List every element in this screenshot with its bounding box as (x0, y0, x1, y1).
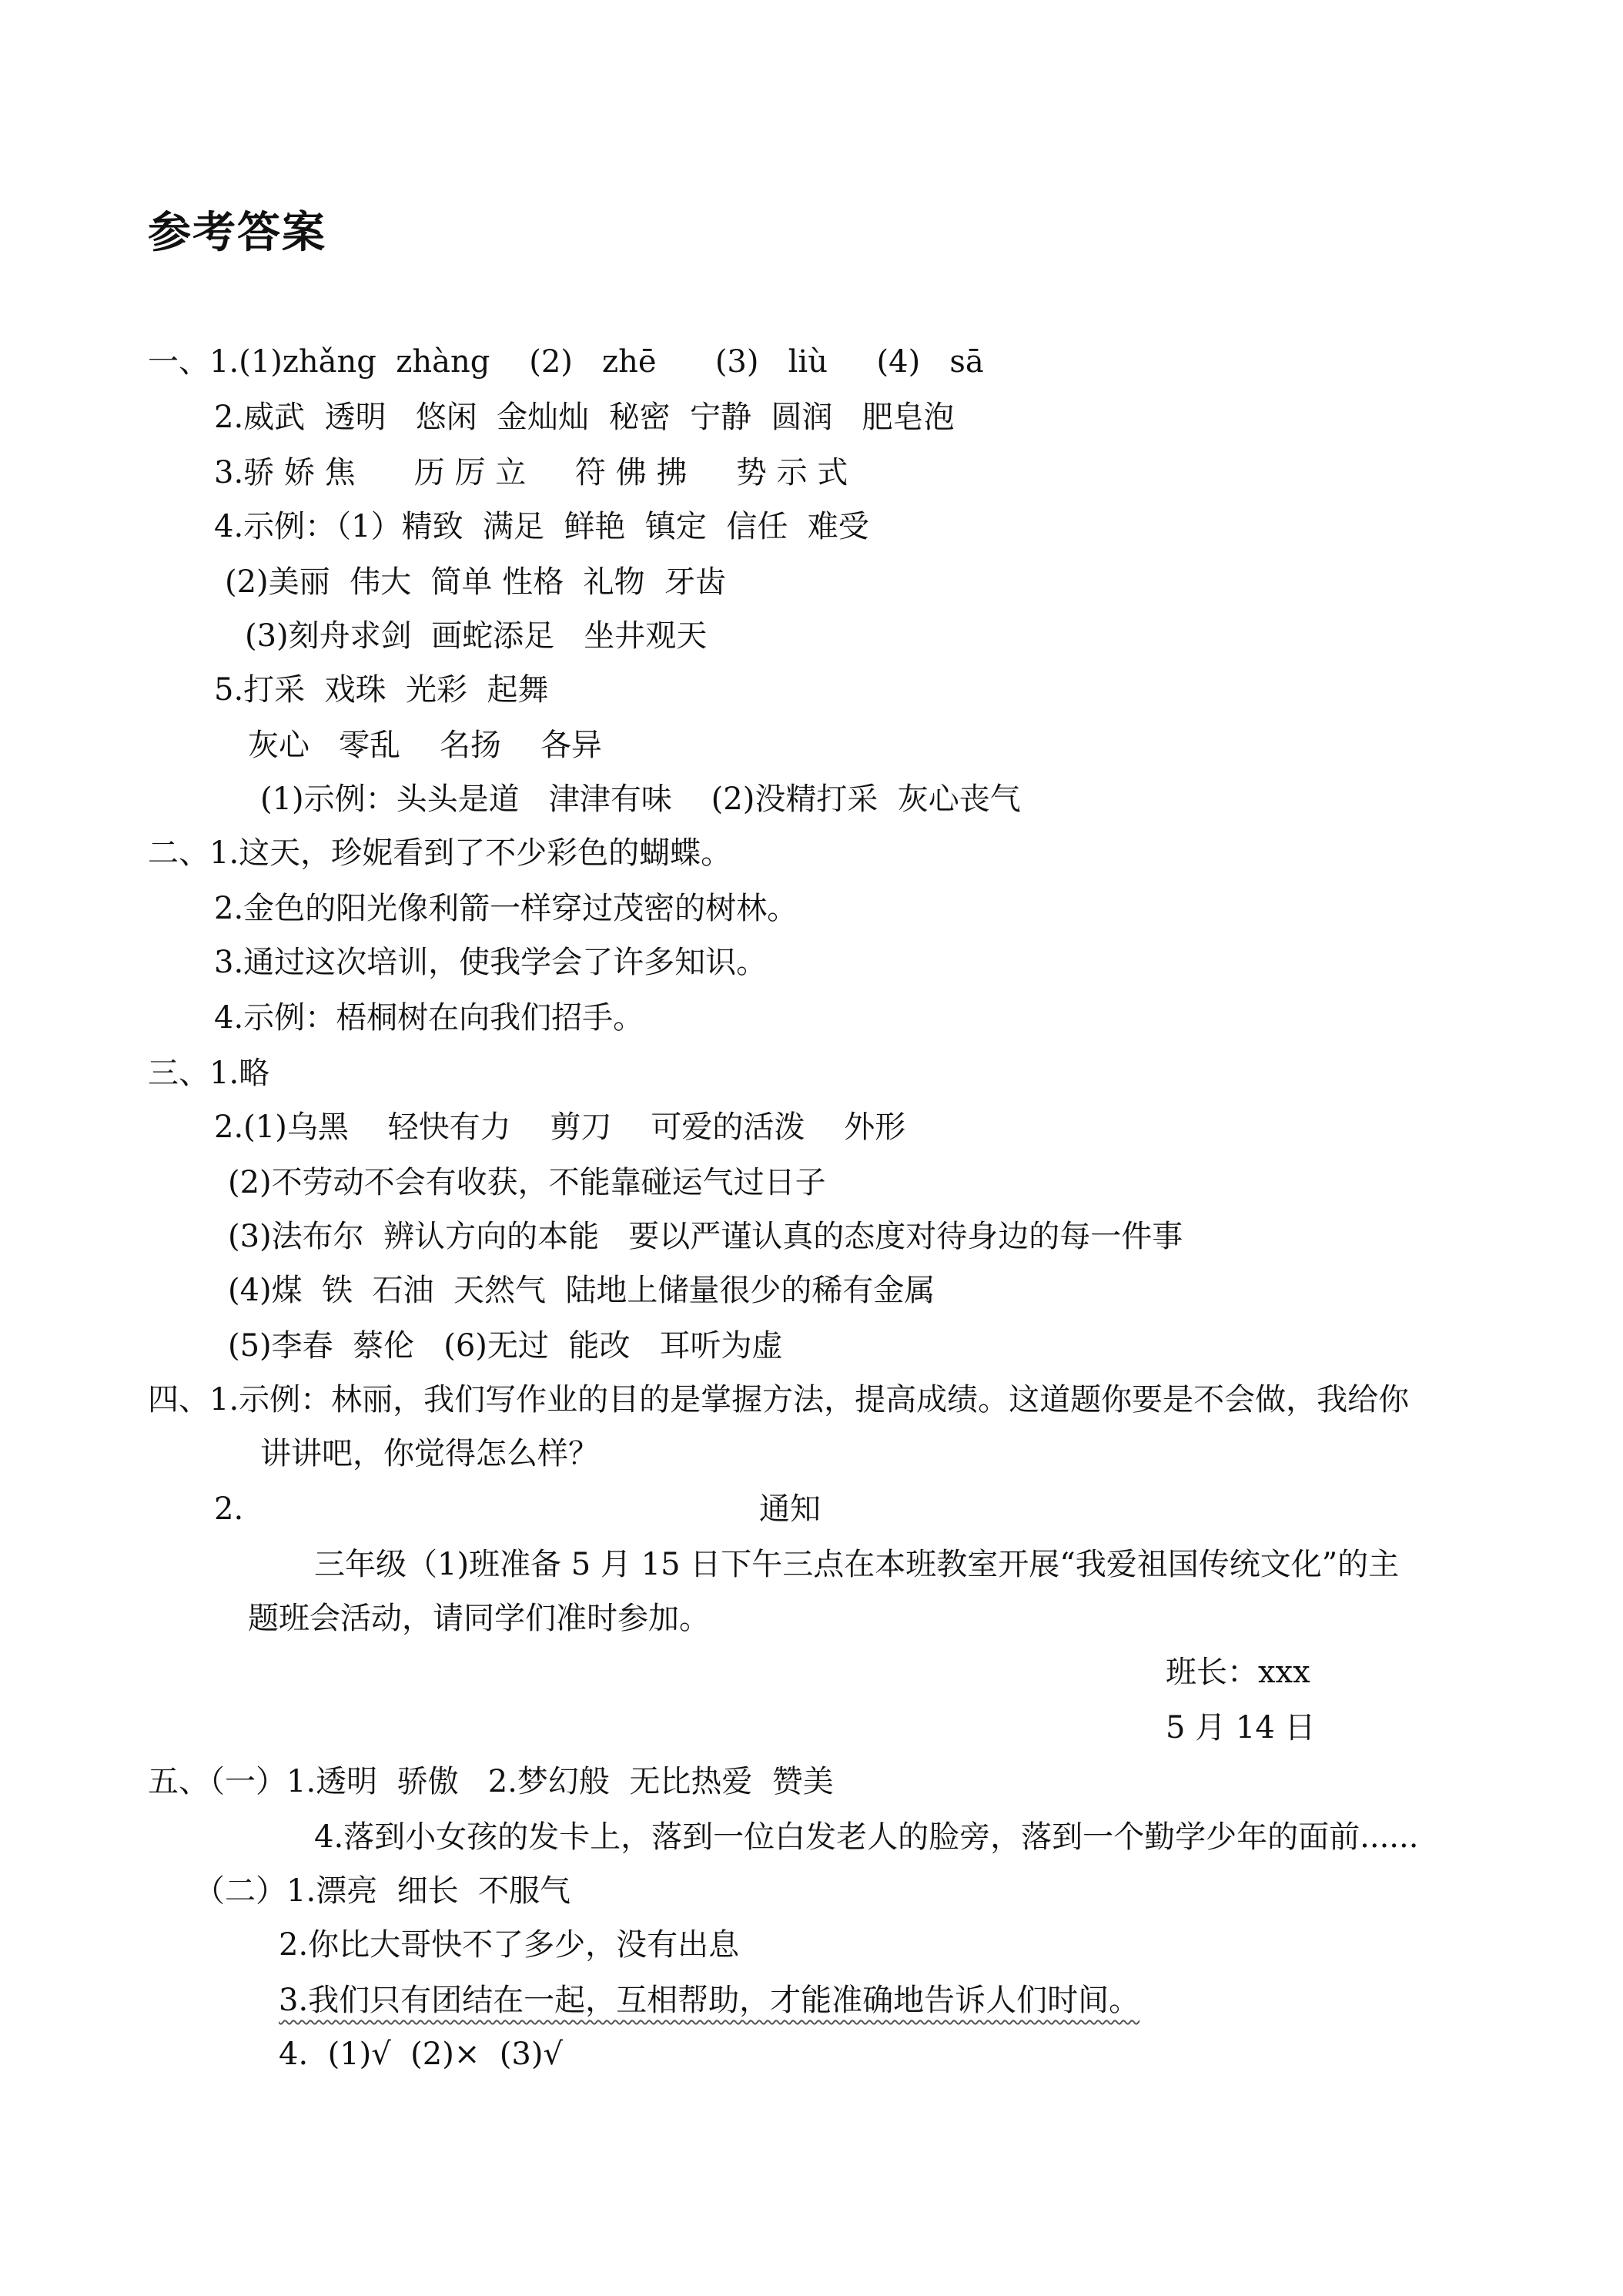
answer-line: 讲讲吧，你觉得怎么样？ (260, 1436, 599, 1471)
answer-line: 二、1.这天，珍妮看到了不少彩色的蝴蝶。 (148, 835, 732, 871)
notice-date: 5 月 14 日 (1166, 1710, 1316, 1745)
notice-body: 题班会活动，请同学们准时参加。 (248, 1601, 710, 1636)
answer-line: (1)示例：头头是道 津津有味 (2)没精打采 灰心丧气 (260, 782, 1021, 817)
answer-line: 3.骄 娇 焦 历 厉 立 符 佛 拂 势 示 式 (214, 455, 848, 490)
answer-line: (2)不劳动不会有收获，不能靠碰运气过日子 (228, 1165, 826, 1200)
notice-title: 通知 (759, 1491, 821, 1527)
notice-signature: 班长：xxx (1166, 1655, 1310, 1690)
answer-line: 灰心 零乱 名扬 各异 (248, 728, 602, 763)
answer-line: 4.示例：梧桐树在向我们招手。 (214, 1000, 644, 1036)
answer-line: 4.落到小女孩的发卡上，落到一位白发老人的脸旁，落到一个勤学少年的面前...... (314, 1819, 1419, 1855)
answer-line: (5)李春 蔡伦 (6)无过 能改 耳听为虚 (228, 1328, 783, 1364)
answer-line: （二）1.漂亮 细长 不服气 (194, 1873, 571, 1909)
answer-line: (4)煤 铁 石油 天然气 陆地上储量很少的稀有金属 (228, 1273, 935, 1308)
answer-line: 2.你比大哥快不了多少，没有出息 (279, 1927, 740, 1963)
answer-line: 3.通过这次培训，使我学会了许多知识。 (214, 945, 768, 980)
answer-line: 5.打采 戏珠 光彩 起舞 (214, 672, 549, 708)
answer-line: 2.(1)乌黑 轻快有力 剪刀 可爱的活泼 外形 (214, 1110, 906, 1145)
answer-line: 4.示例：（1）精致 满足 鲜艳 镇定 信任 难受 (214, 509, 869, 544)
answer-line: (2)美丽 伟大 简单 性格 礼物 牙齿 (225, 564, 727, 600)
answer-line: 2.威武 透明 悠闲 金灿灿 秘密 宁静 圆润 肥皂泡 (214, 400, 955, 435)
notice-body: 三年级（1)班准备 5 月 15 日下午三点在本班教室开展“我爱祖国传统文化”的主 (314, 1547, 1400, 1582)
answer-line: 四、1.示例：林丽，我们写作业的目的是掌握方法，提高成绩。这道题你要是不会做，我给你 (148, 1382, 1410, 1417)
answer-line: 2. (214, 1491, 244, 1527)
answer-line: 2.金色的阳光像利箭一样穿过茂密的树林。 (214, 891, 798, 926)
underlined-answer-line: 3.我们只有团结在一起，互相帮助，才能准确地告诉人们时间。 (279, 1983, 1140, 2018)
answer-line: 三、1.略 (148, 1056, 270, 1091)
answer-line: 五、（一）1.透明 骄傲 2.梦幻般 无比热爱 赞美 (148, 1764, 834, 1799)
answer-line: 一、1.(1)zhǎng zhàng (2) zhē (3) liù (4) sā (148, 344, 984, 380)
answer-line: (3)法布尔 辨认方向的本能 要以严谨认真的态度对待身边的每一件事 (228, 1219, 1183, 1254)
answer-line: 4. (1)√ (2)× (3)√ (279, 2037, 563, 2072)
page-title: 参考答案 (148, 208, 326, 258)
answer-line: (3)刻舟求剑 画蛇添足 坐井观天 (245, 618, 708, 654)
